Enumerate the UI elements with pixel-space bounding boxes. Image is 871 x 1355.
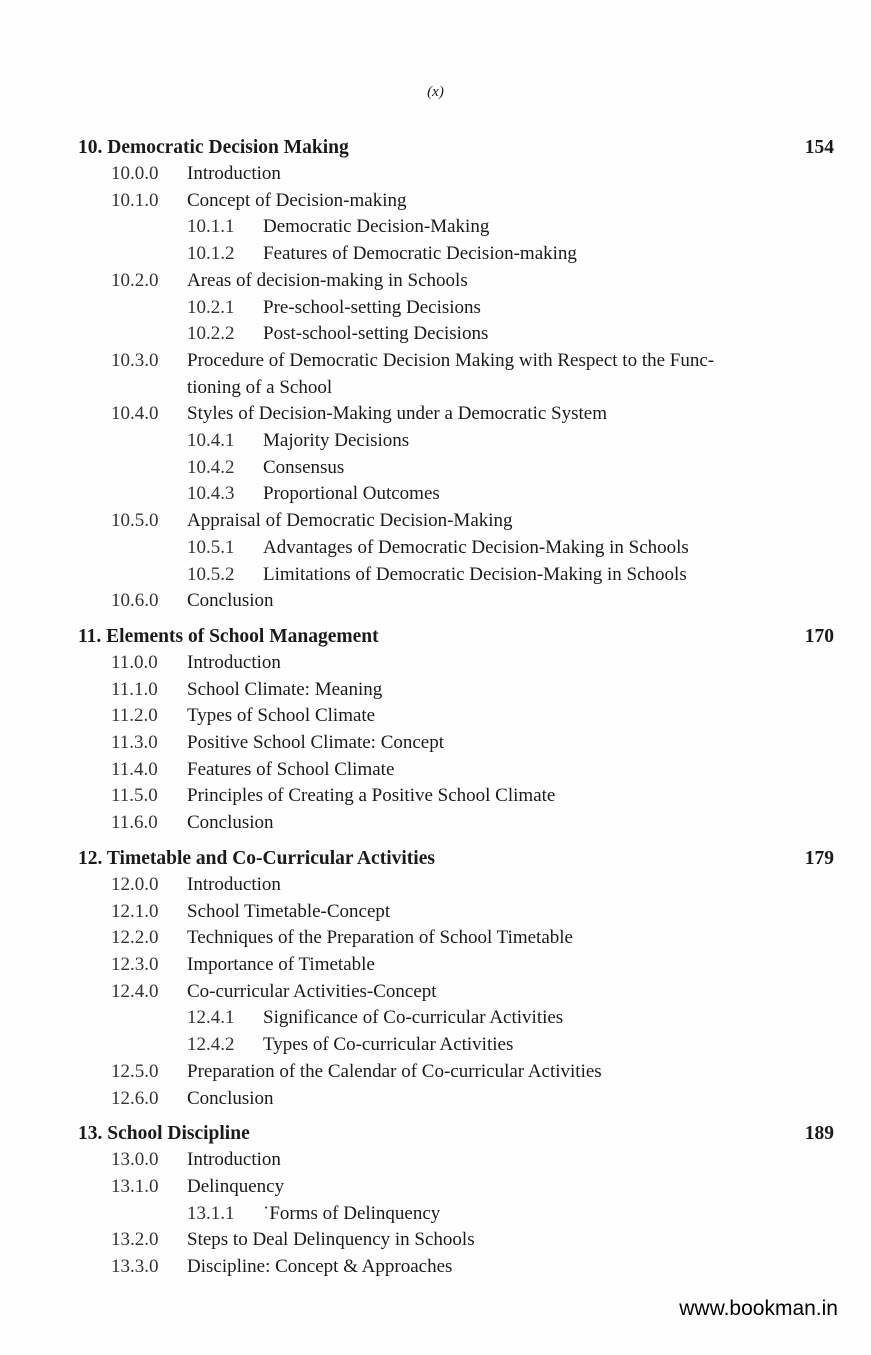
- entry-number: 13.0.0: [111, 1149, 159, 1171]
- entry-title: [263, 481, 834, 508]
- entry-number: 12.4.0: [111, 980, 159, 1002]
- toc-subsection-entry[interactable]: [78, 481, 834, 508]
- entry-number: 10.4.1: [187, 430, 235, 452]
- entry-title-text: Co-curricular Activities-Concept: [187, 980, 437, 1002]
- toc-subsection-entry[interactable]: [78, 562, 834, 589]
- entry-title: [263, 562, 834, 589]
- entry-number: 12.4.2: [187, 1034, 235, 1056]
- chapter-heading[interactable]: [78, 623, 834, 650]
- entry-title: [187, 401, 834, 428]
- entry-number: 11.0.0: [111, 651, 158, 673]
- chapter-heading[interactable]: [78, 134, 834, 161]
- entry-title-text: Appraisal of Democratic Decision-Making: [187, 510, 513, 532]
- entry-title: [187, 161, 834, 188]
- entry-title-text: Types of Co-curricular Activities: [263, 1034, 514, 1056]
- entry-title-text: Importance of Timetable: [187, 953, 375, 975]
- toc-subsection-entry[interactable]: [78, 1032, 834, 1059]
- toc-section-entry[interactable]: [78, 1254, 834, 1281]
- entry-title: [187, 703, 834, 730]
- entry-number: 10.5.0: [111, 510, 159, 532]
- entry-title: [187, 872, 834, 899]
- entry-number: 10.1.1: [187, 216, 235, 238]
- entry-number: 13.1.0: [111, 1175, 159, 1197]
- entry-title-text: Introduction: [187, 651, 281, 673]
- entry-title-text: Steps to Deal Delinquency in Schools: [187, 1229, 475, 1251]
- chapter-section: [78, 845, 834, 1112]
- entry-title-text: School Climate: Meaning: [187, 678, 383, 700]
- entry-title-text: Preparation of the Calendar of Co-curricular Activities: [187, 1060, 602, 1082]
- toc-section-entry[interactable]: [78, 1059, 834, 1086]
- toc-subsection-entry[interactable]: [78, 321, 834, 348]
- toc-section-entry[interactable]: [78, 783, 834, 810]
- entry-number: 10.6.0: [111, 590, 159, 612]
- toc-section-entry[interactable]: [78, 1174, 834, 1201]
- entry-title: [263, 214, 834, 241]
- entry-title: [187, 730, 834, 757]
- entry-title: [187, 1147, 834, 1174]
- entry-title: [187, 508, 834, 535]
- entry-title-text: Proportional Outcomes: [263, 483, 440, 505]
- toc-section-entry[interactable]: [78, 401, 834, 428]
- entry-title: [187, 1227, 834, 1254]
- chapter-page-number: 154: [804, 137, 834, 158]
- entry-number: 12.4.1: [187, 1007, 235, 1029]
- entry-title-text: Introduction: [187, 163, 281, 184]
- entry-number: 12.1.0: [111, 900, 159, 922]
- toc-section-entry[interactable]: [78, 952, 834, 979]
- chapter-section: [78, 623, 834, 837]
- toc-subsection-entry[interactable]: [78, 428, 834, 455]
- entry-title-text: Discipline: Concept & Approaches: [187, 1256, 453, 1278]
- toc-section-entry[interactable]: [78, 1086, 834, 1113]
- entry-number: 11.1.0: [111, 678, 158, 700]
- entry-title-text: Features of School Climate: [187, 758, 395, 780]
- entry-title-text: Conclusion: [187, 1087, 274, 1109]
- toc-section-entry[interactable]: [78, 650, 834, 677]
- toc-section-entry[interactable]: [78, 1147, 834, 1174]
- entry-title-text: Delinquency: [187, 1175, 285, 1197]
- toc-subsection-entry[interactable]: [78, 1005, 834, 1032]
- entry-number: 13.2.0: [111, 1229, 159, 1251]
- entry-title: [187, 650, 834, 677]
- entry-number: 11.5.0: [111, 785, 158, 807]
- entry-number: 11.6.0: [111, 812, 158, 834]
- toc-subsection-entry[interactable]: [78, 535, 834, 562]
- entry-number: 12.2.0: [111, 927, 159, 949]
- chapter-page-number: 170: [804, 625, 834, 647]
- chapter-title: 12. Timetable and Co-Curricular Activities: [78, 847, 435, 869]
- toc-section-entry[interactable]: [78, 1227, 834, 1254]
- entry-title-text: Significance of Co-curricular Activities: [263, 1007, 564, 1029]
- chapter-page-number: 189: [804, 1123, 834, 1145]
- entry-title-text: ˙Forms of Delinquency: [263, 1202, 441, 1224]
- chapter-title: 11. Elements of School Management: [78, 625, 379, 647]
- toc-section-entry[interactable]: [78, 810, 834, 837]
- entry-title: [187, 188, 834, 215]
- entry-title-text: Introduction: [187, 1149, 281, 1171]
- toc-section-entry[interactable]: [78, 508, 834, 535]
- entry-title-text: Principles of Creating a Positive School Climate: [187, 785, 556, 807]
- entry-title: [187, 899, 834, 926]
- entry-number: 10.4.3: [187, 483, 235, 505]
- entry-number: 10.4.2: [187, 456, 235, 478]
- entry-title-text: School Timetable-Concept: [187, 900, 391, 922]
- entry-title: [187, 979, 834, 1006]
- entry-title: [187, 348, 834, 401]
- entry-title: [263, 1005, 834, 1032]
- entry-title: [263, 295, 834, 322]
- entry-title-text: Advantages of Democratic Decision-Making in Schools: [263, 536, 689, 558]
- entry-title: [187, 783, 834, 810]
- toc-section-entry[interactable]: [78, 161, 834, 188]
- entry-title-text: Techniques of the Preparation of School Timetable: [187, 927, 573, 949]
- toc-section-entry[interactable]: [78, 268, 834, 295]
- toc-subsection-entry[interactable]: [78, 1201, 834, 1228]
- toc-section-entry[interactable]: [78, 588, 834, 615]
- entry-title-text: Democratic Decision-Making: [263, 216, 490, 238]
- entry-title: [263, 428, 834, 455]
- chapter-page-number: 179: [804, 847, 834, 869]
- entry-title: [187, 925, 834, 952]
- entry-title-text: Features of Democratic Decision-making: [263, 243, 577, 265]
- entry-title: [263, 241, 834, 268]
- entry-title: [187, 268, 834, 295]
- chapter-title: 13. School Discipline: [78, 1123, 250, 1145]
- entry-title-text: Pre-school-setting Decisions: [263, 296, 481, 318]
- table-of-contents: [78, 134, 834, 1281]
- entry-title-text: Post-school-setting Decisions: [263, 323, 489, 345]
- entry-title-text: Procedure of Democratic Decision Making with Respect to the Func-: [187, 349, 715, 371]
- chapter-heading[interactable]: [78, 1120, 834, 1147]
- toc-subsection-entry[interactable]: [78, 295, 834, 322]
- entry-number: 10.1.2: [187, 243, 235, 265]
- entry-number: 11.3.0: [111, 732, 158, 754]
- entry-title: [187, 1254, 834, 1281]
- entry-title-text: Limitations of Democratic Decision-Making in Schools: [263, 563, 687, 585]
- entry-title: [187, 1086, 834, 1113]
- entry-number: 10.1.0: [111, 189, 159, 211]
- toc-section-entry[interactable]: [78, 925, 834, 952]
- entry-number: 10.2.1: [187, 296, 235, 318]
- toc-section-entry[interactable]: [78, 899, 834, 926]
- entry-number: 11.2.0: [111, 705, 158, 727]
- entry-title: [187, 588, 834, 615]
- entry-number: 10.2.2: [187, 323, 235, 345]
- chapter-heading[interactable]: [78, 845, 834, 872]
- toc-section-entry[interactable]: [78, 757, 834, 784]
- chapter-section: [78, 134, 834, 615]
- entry-number: 13.1.1: [187, 1202, 235, 1224]
- entry-title: [187, 1174, 834, 1201]
- entry-number: 10.5.2: [187, 563, 235, 585]
- entry-title-text: Majority Decisions: [263, 430, 410, 452]
- toc-section-entry[interactable]: [78, 979, 834, 1006]
- entry-number: 12.0.0: [111, 873, 159, 895]
- toc-section-entry[interactable]: [78, 872, 834, 899]
- entry-title: [263, 1201, 834, 1228]
- entry-number: 10.0.0: [111, 163, 159, 184]
- entry-title-text: Types of School Climate: [187, 705, 376, 727]
- entry-title-text: Areas of decision-making in Schools: [187, 269, 468, 291]
- entry-number: 10.2.0: [111, 269, 159, 291]
- entry-number: 10.5.1: [187, 536, 235, 558]
- toc-section-entry[interactable]: [78, 677, 834, 704]
- entry-number: 10.3.0: [111, 349, 159, 371]
- entry-title: [187, 677, 834, 704]
- entry-title: [187, 1059, 834, 1086]
- toc-subsection-entry[interactable]: [78, 214, 834, 241]
- entry-title-text: Introduction: [187, 873, 281, 895]
- entry-title-text: Concept of Decision-making: [187, 189, 407, 211]
- toc-subsection-entry[interactable]: [78, 455, 834, 482]
- entry-number: 10.4.0: [111, 403, 159, 425]
- chapter-title: 10. Democratic Decision Making: [78, 137, 349, 158]
- entry-number: 12.3.0: [111, 953, 159, 975]
- entry-title-text: Conclusion: [187, 590, 274, 612]
- entry-title: [263, 535, 834, 562]
- entry-title-text: Styles of Decision-Making under a Democratic System: [187, 403, 608, 425]
- entry-title-text: Consensus: [263, 456, 345, 478]
- toc-section-entry[interactable]: [78, 703, 834, 730]
- entry-title: [187, 757, 834, 784]
- entry-title: [263, 321, 834, 348]
- entry-number: 13.3.0: [111, 1256, 159, 1278]
- entry-title: [263, 1032, 834, 1059]
- page-number: (x): [427, 84, 444, 100]
- entry-title-continuation: tioning of a School: [187, 376, 333, 398]
- toc-section-entry[interactable]: [78, 188, 834, 215]
- entry-number: 12.6.0: [111, 1087, 159, 1109]
- chapter-section: [78, 1120, 834, 1281]
- entry-title: [187, 810, 834, 837]
- entry-title: [187, 952, 834, 979]
- entry-title-text: Conclusion: [187, 812, 274, 834]
- website-footer[interactable]: www.bookman.in: [679, 1297, 838, 1320]
- entry-number: 12.5.0: [111, 1060, 159, 1082]
- toc-section-entry[interactable]: [78, 348, 834, 401]
- toc-subsection-entry[interactable]: [78, 241, 834, 268]
- toc-section-entry[interactable]: [78, 730, 834, 757]
- entry-number: 11.4.0: [111, 758, 158, 780]
- entry-title: [263, 455, 834, 482]
- entry-title-text: Positive School Climate: Concept: [187, 732, 445, 754]
